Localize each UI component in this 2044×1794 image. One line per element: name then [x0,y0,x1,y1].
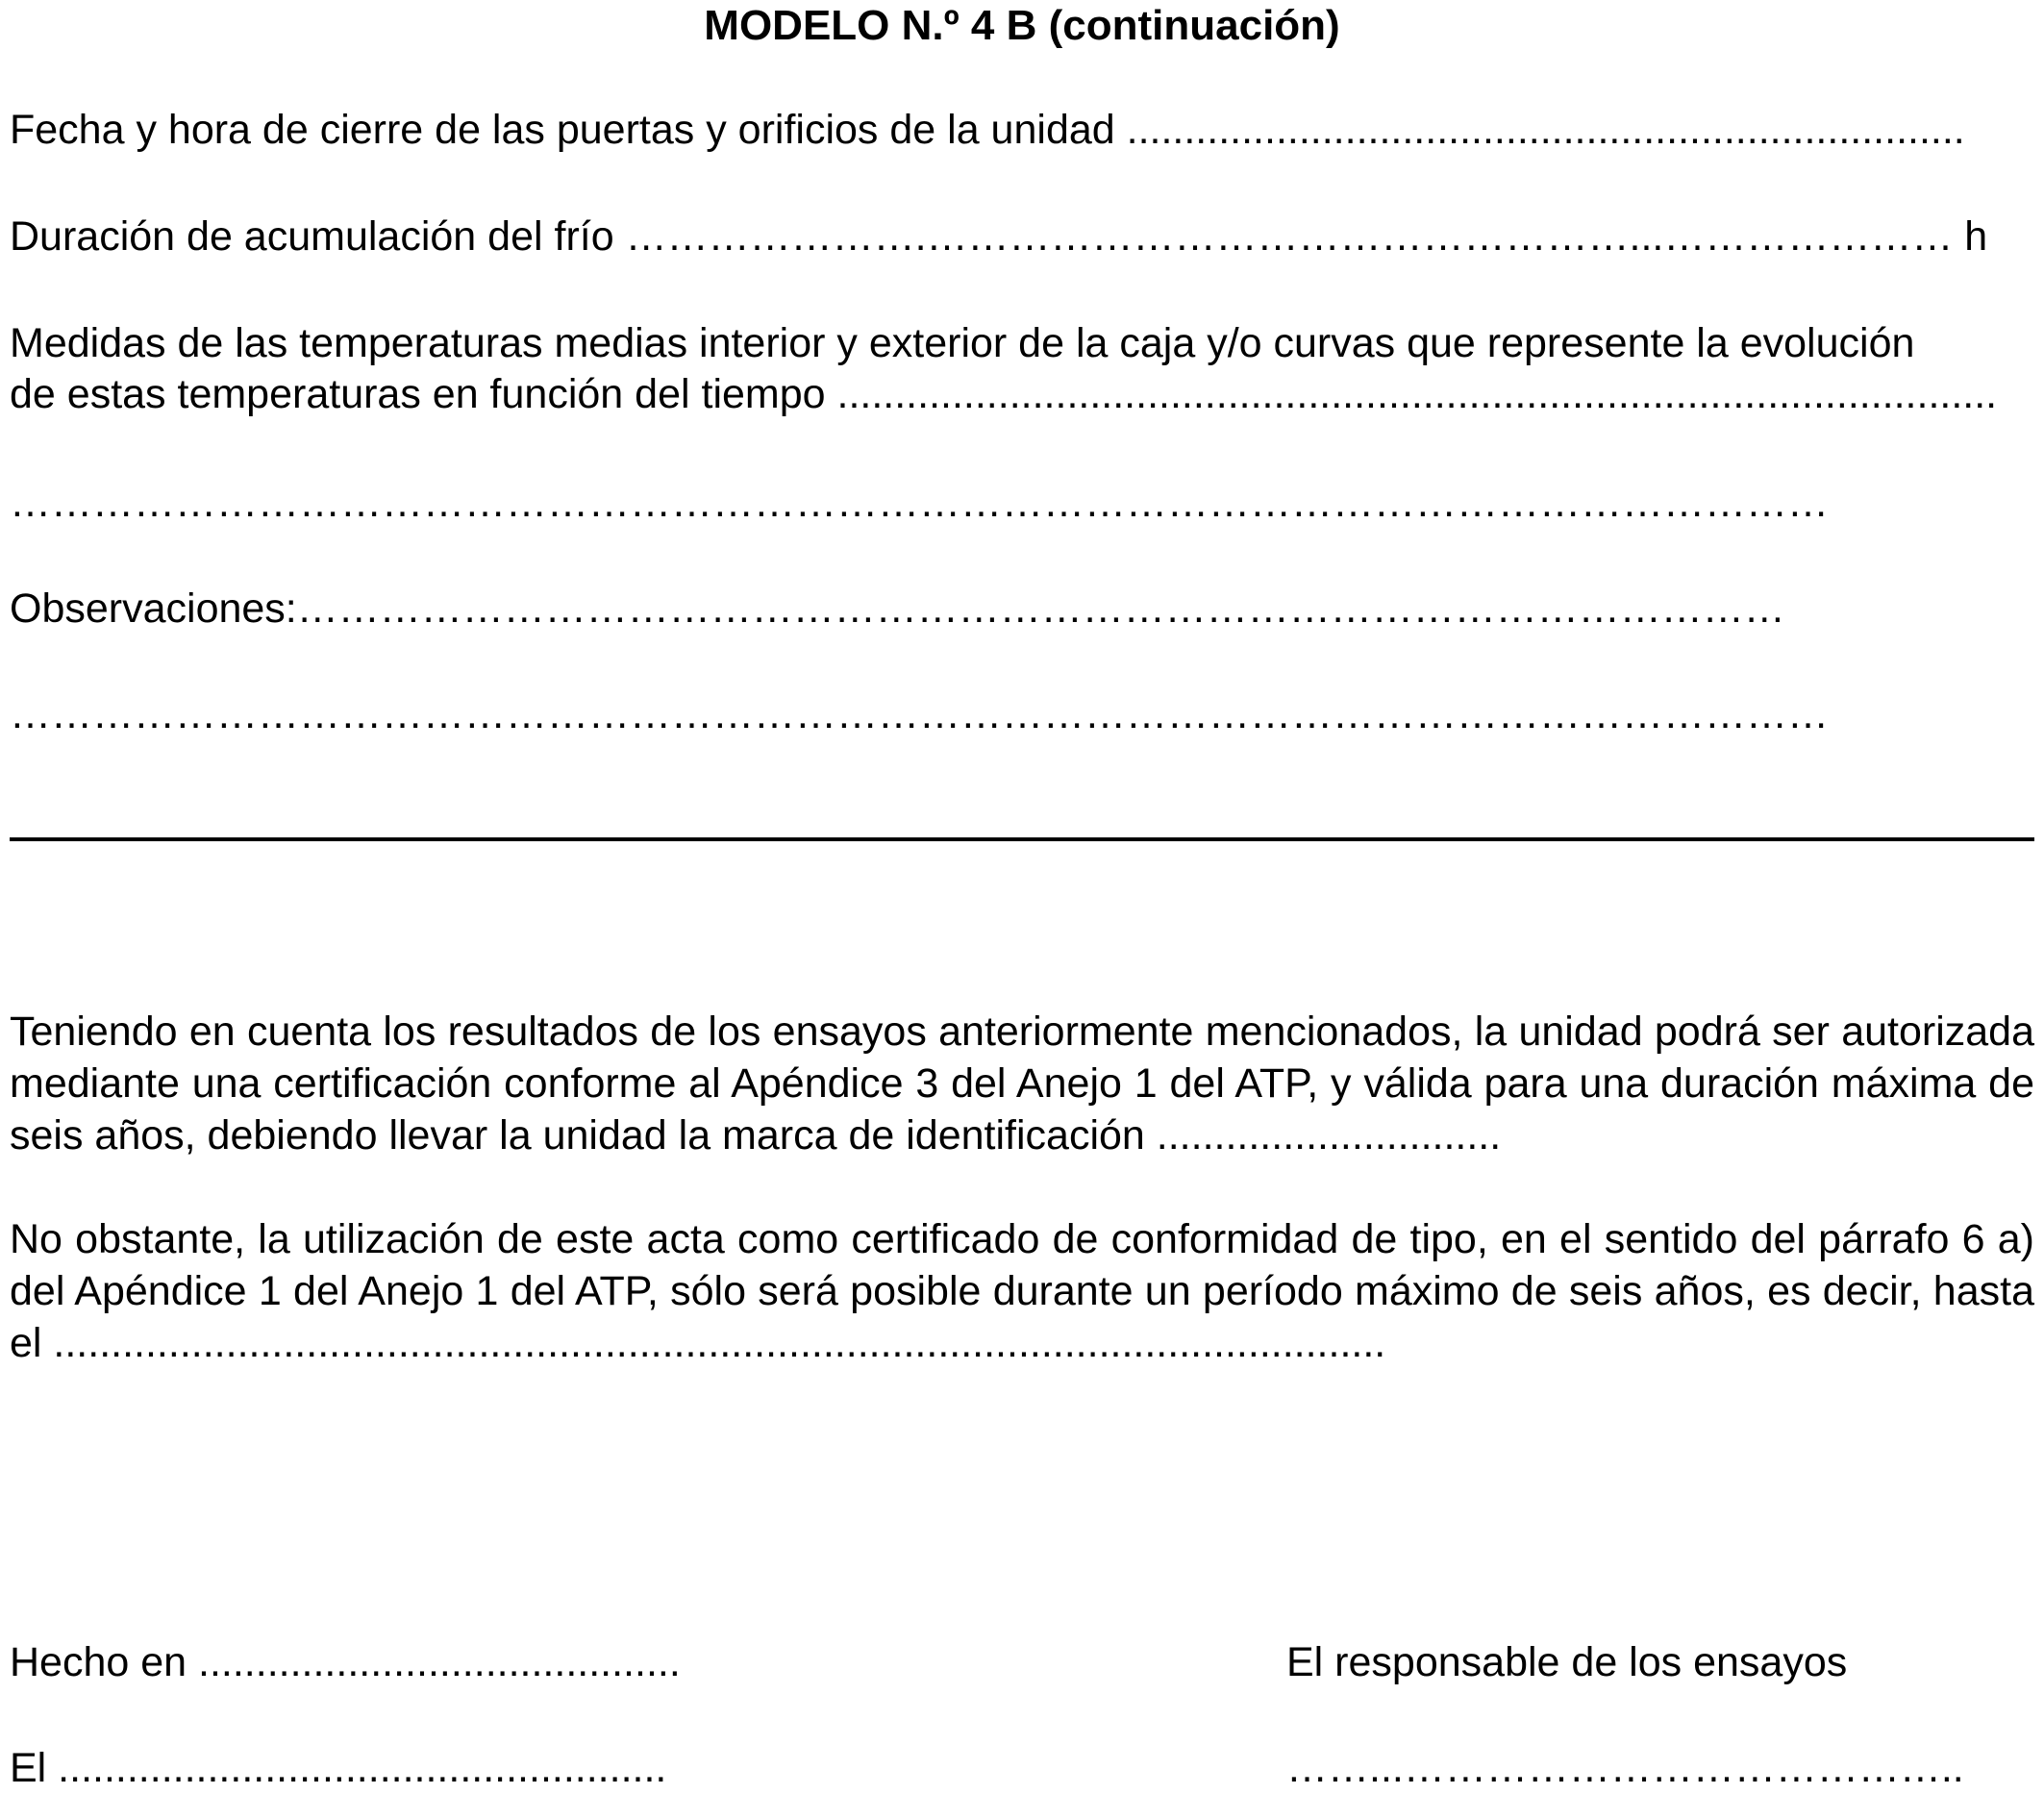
no-obstante-paragraph: No obstante, la utilización de este acta como certificado de conformidad de tipo, en el sentido del párrafo 6 a) del Apéndice 1 del Anejo 1 del ATP, sólo será posible durante un período máximo de seis años, es decir, hasta el .................................................................................................................... [10,1216,2034,1366]
responsable-label: El responsable de los ensayos [1286,1639,1848,1685]
blank-line: …………………………………………………………………………………………………………………… [10,480,1829,526]
signature-line: ……...………………………………….. [1286,1745,1964,1791]
cierre-field: Fecha y hora de cierre de las puertas y orificios de la unidad ......................................................................... [10,107,1965,153]
fecha-field: El ..................................................... [10,1745,667,1791]
teniendo-paragraph: Teniendo en cuenta los resultados de los ensayos anteriormente mencionados, la unidad podrá ser autorizada mediante una certificación conforme al Apéndice 3 del Anejo 1 del ATP, y válida para una duración máxima de seis años, debiendo llevar la unidad la marca de identificación .............................. [10,1009,2034,1159]
section-divider [10,837,2034,841]
hecho-en-field: Hecho en .......................................... [10,1639,681,1685]
duracion-field: Duración de acumulación del frío ………………….……………………………………………...………………… h [10,213,1988,260]
medidas-field-line-2: de estas temperaturas en función del tiempo ..................................................................................................... [10,371,1998,417]
observaciones-field: Observaciones:……………………………………………………………………………………………… [10,586,1785,632]
page-title: MODELO N.º 4 B (continuación) [704,2,1340,49]
blank-line: …………………………………………………………………………………………………………………… [10,691,1829,737]
medidas-field-line-1: Medidas de las temperaturas medias interior y exterior de la caja y/o curvas que represente la evolución [10,320,1915,366]
